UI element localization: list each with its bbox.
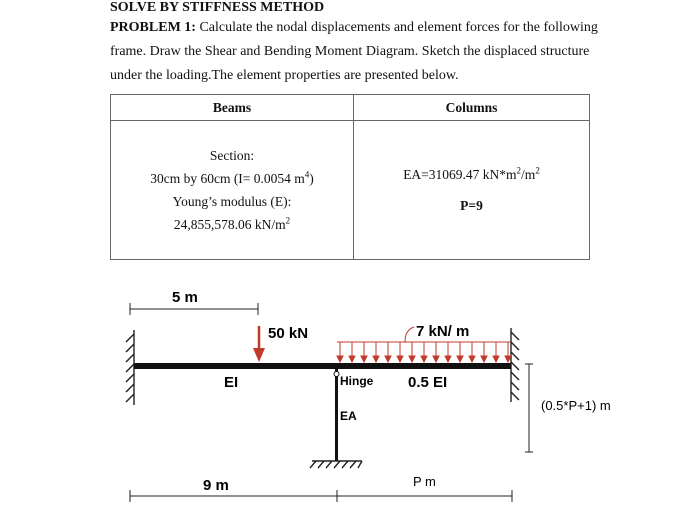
beams-modulus-label: Young’s modulus (E): [172, 194, 292, 209]
bottom-fixed-support [310, 461, 362, 468]
hinge-symbol [334, 372, 339, 377]
point-load-arrow [253, 326, 265, 362]
columns-ea-value: EA=31069.47 $kN*m^2/m^2$ [403, 165, 540, 182]
beams-modulus-value: 24,855,578.06 $kN/m^2$ [173, 215, 291, 232]
beams-section-value: 30cm by 60cm (I= 0.0054 $m^4$) [150, 169, 314, 186]
ei-right-label: 0.5 EI [408, 374, 448, 391]
problem-label: PROBLEM 1: [110, 20, 196, 35]
ea-label: EA [340, 409, 357, 423]
columns-p-value: P=9 [460, 198, 483, 213]
beam [134, 363, 511, 369]
column [335, 369, 338, 461]
header-columns: Columns [354, 95, 590, 121]
hinge-label: Hinge [340, 374, 374, 388]
page-heading: SOLVE BY STIFFNESS METHOD [110, 0, 325, 15]
beams-section-label: Section: [209, 148, 255, 163]
udl-label: 7 kN/ m [416, 323, 470, 340]
column-height-label: (0.5*P+1) m [541, 398, 611, 413]
dim-top-label: 5 m [172, 289, 198, 306]
ei-left-label: EI [224, 374, 239, 391]
header-beams: Beams [111, 95, 354, 121]
dim-bottom-right-label: P m [413, 474, 436, 489]
dimension-bottom [130, 490, 512, 502]
point-load-label: 50 kN [268, 325, 309, 342]
dimension-column-height [525, 364, 533, 452]
problem-text: Calculate the nodal displacements and element forces for the following frame. Draw the Shear and Bending Moment Diagram. Sketch the displaced structure under the loading.The element properties are presented below. [110, 20, 598, 83]
left-fixed-support [126, 330, 134, 405]
dim-bottom-left-label: 9 m [203, 477, 229, 494]
right-fixed-support [511, 328, 519, 402]
